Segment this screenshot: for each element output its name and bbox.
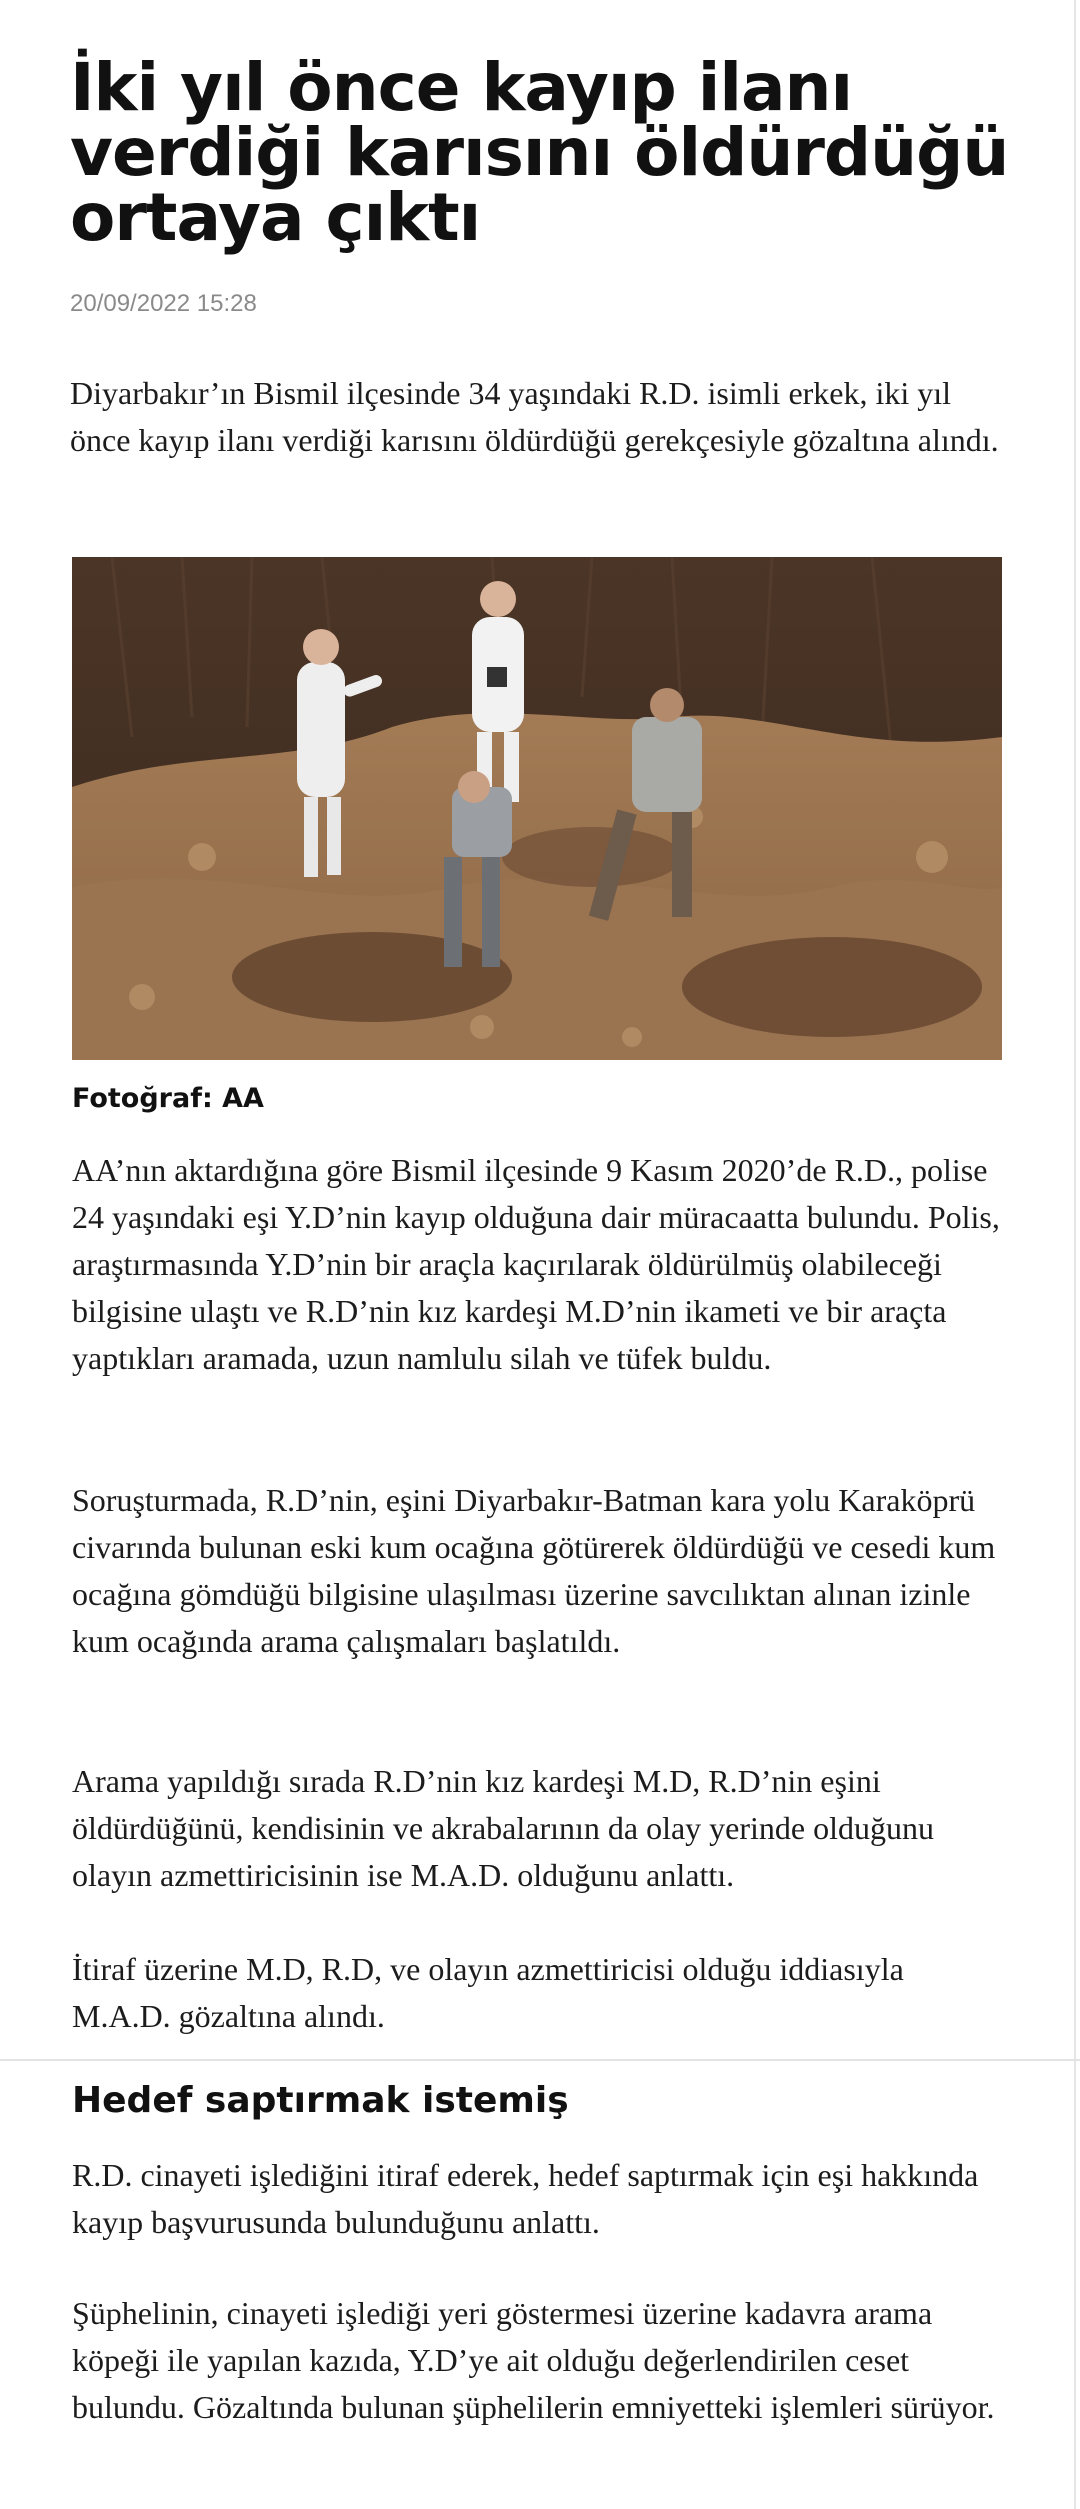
section-divider [0,2059,1080,2061]
article-lead: Diyarbakır’ın Bismil ilçesinde 34 yaşındaki R.D. isimli erkek, iki yıl önce kayıp ilanı verdiği karısını öldürdüğü gerekçesiyle gözaltına alındı. [70,375,999,458]
article-paragraph: İtiraf üzerine M.D, R.D, ve olayın azmettiricisi olduğu iddiasıyla M.A.D. gözaltına alındı. [72,1951,904,2034]
article-date: 20/09/2022 15:28 [70,290,257,317]
article-paragraph: R.D. cinayeti işlediğini itiraf ederek, hedef saptırmak için eşi hakkında kayıp başvurusunda bulunduğunu anlattı. [72,2157,979,2240]
article-paragraph: AA’nın aktardığına göre Bismil ilçesinde 9 Kasım 2020’de R.D., polise 24 yaşındaki eşi Y.D’nin kayıp olduğuna dair müracaatta bulundu. Polis, araştırmasında Y.D’nin bir araçla kaçırılarak öldürülmüş olabileceği bilgisine ulaştı ve R.D’nin kız kardeşi M.D’nin ikameti ve bir araçta yaptıkları aramada, uzun namlulu silah ve tüfek buldu. [72,1152,1000,1376]
article-paragraph: Şüphelinin, cinayeti işlediği yeri göstermesi üzerine kadavra arama köpeği ile yapılan kazıda, Y.D’ye ait olduğu değerlendirilen ceset bulundu. Gözaltında bulunan şüphelilerin emniyetteki işlemleri sürüyor. [72,2295,995,2425]
excavation-scene-image [72,557,1002,1060]
article-paragraph: Arama yapıldığı sırada R.D’nin kız kardeşi M.D, R.D’nin eşini öldürdüğünü, kendisinin ve akrabalarının da olay yerinde olduğunu olayın azmettiricisinin ise M.A.D. olduğunu anlattı. [72,1763,935,1893]
page-edge-divider [1074,0,1076,2509]
section-subheading: Hedef saptırmak istemiş [72,2080,569,2121]
article-photo [72,557,1002,1060]
article-title: İki yıl önce kayıp ilanı verdiği karısını öldürdüğü ortaya çıktı [70,49,1009,256]
photo-caption: Fotoğraf: AA [72,1083,264,1114]
article-paragraph: Soruşturmada, R.D’nin, eşini Diyarbakır-Batman kara yolu Karaköprü civarında bulunan eski kum ocağına götürerek öldürdüğü ve cesedi kum ocağına gömdüğü bilgisine ulaşılması üzerine savcılıktan alınan izinle kum ocağında arama çalışmaları başlatıldı. [72,1482,996,1659]
